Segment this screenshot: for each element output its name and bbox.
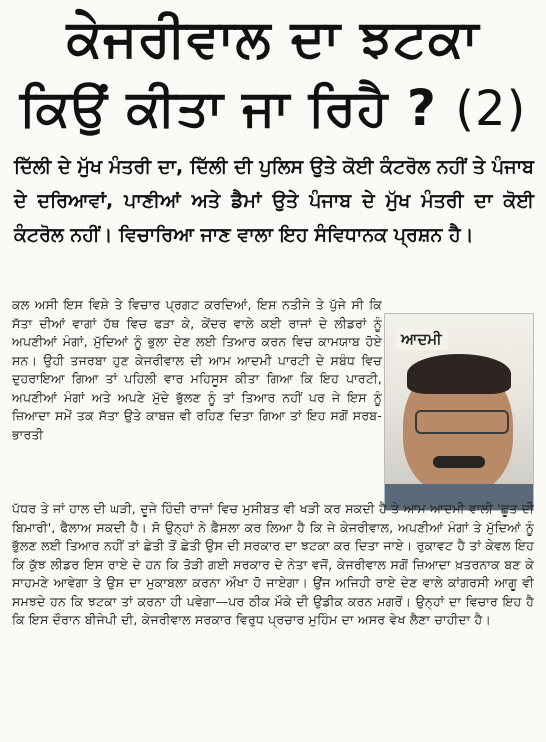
body-text-wide: ਪੱਧਰ ਤੇ ਜਾਂ ਹਾਲ ਦੀ ਘੜੀ, ਦੂਜੇ ਹਿੰਦੀ ਰਾਜਾਂ ਵਿਚ ਮੁਸੀਬਤ ਵੀ ਖੜੀ ਕਰ ਸਕਦੀ ਹੈ ਤੇ ਆਮ ਆਦਮੀ ਵਾਲੀ 'ਛੂਤ ਦੀ ਬਿਮਾਰੀ', ਫੈਲਾਅ ਸਕਦੀ ਹੈ। ਸੋ ਉਨ੍ਹਾਂ ਨੇ ਫ਼ੈਸਲਾ ਕਰ ਲਿਆ ਹੈ ਕਿ ਜੇ ਕੇਜਰੀਵਾਲ, ਅਪਣੀਆਂ ਮੰਗਾਂ ਤੇ ਮੁੱਦਿਆਂ ਨੂੰ ਭੁੱਲਣ ਲਈ ਤਿਆਰ ਨਹੀਂ ਤਾਂ ਛੇਤੀ ਤੋਂ ਛੇਤੀ ਉਸ ਦੀ ਸਰਕਾਰ ਦਾ ਝਟਕਾ ਕਰ ਦਿਤਾ ਜਾਏ। ਰੁਕਾਵਟ ਹੈ ਤਾਂ ਕੇਵਲ ਇਹ ਕਿ ਕੁੱਝ ਲੀਡਰ ਇਸ ਰਾਏ ਦੇ ਹਨ ਕਿ ਤੋੜੀ ਗਈ ਸਰਕਾਰ ਦੇ ਨੇਤਾ ਵਜੋਂ, ਕੇਜਰੀਵਾਲ ਸਗੋਂ ਜ਼ਿਆਦਾ ਖ਼ਤਰਨਾਕ ਬਣ ਕੇ ਸਾਹਮਣੇ ਆਵੇਗਾ ਤੇ ਉਸ ਦਾ ਮੁਕਾਬਲਾ ਕਰਨਾ ਔਖਾ ਹੋ ਜਾਏਗਾ। ਉਂਜ ਅਜਿਹੀ ਰਾਏ ਦੇਣ ਵਾਲੇ ਕਾਂਗਰਸੀ ਆਗੂ ਵੀ ਸਮਝਦੇ ਹਨ ਕਿ ਝਟਕਾ ਤਾਂ ਕਰਨਾ ਹੀ ਪਵੇਗਾ—ਪਰ ਠੀਕ ਮੌਕੇ ਦੀ ਉਡੀਕ ਕਰਨ ਮਗਰੋਂ। ਉਨ੍ਹਾਂ ਦਾ ਵਿਚਾਰ ਇਹ ਹੈ ਕਿ ਇਸ ਦੌਰਾਨ ਬੀਜੇਪੀ ਦੀ, ਕੇਜਰੀਵਾਲ ਸਰਕਾਰ ਵਿਰੁਧ ਪ੍ਰਚਾਰ ਮੁਹਿੰਮ ਦਾ ਅਸਰ ਵੇਖ ਲੈਣਾ ਚਾਹੀਦਾ ਹੈ। [12,501,534,627]
cap-label: ਆਦਮੀ [395,328,448,350]
headline-part-number: (2) [455,81,527,137]
lead-paragraph: ਦਿੱਲੀ ਦੇ ਮੁੱਖ ਮੰਤਰੀ ਦਾ, ਦਿੱਲੀ ਦੀ ਪੁਲਿਸ ਉਤੇ ਕੋਈ ਕੰਟਰੋਲ ਨਹੀਂ ਤੇ ਪੰਜਾਬ ਦੇ ਦਰਿਆਵਾਂ, ਪਾਣੀਆਂ ਅਤੇ ਡੈਮਾਂ ਉਤੇ ਪੰਜਾਬ ਦੇ ਮੁੱਖ ਮੰਤਰੀ ਦਾ ਕੋਈ ਕੰਟਰੋਲ ਨਹੀਂ। ਵਿਚਾਰਿਆ ਜਾਣ ਵਾਲਾ ਇਹ ਸੰਵਿਧਾਨਕ ਪ੍ਰਸ਼ਨ ਹੈ। [14,156,534,246]
hair-shape [407,354,511,394]
mustache-shape [433,456,485,468]
headline-text-1: ਕੇਜਰੀਵਾਲ ਦਾ ਝਟਕਾ [66,9,480,69]
headline-line-1 [0,6,546,72]
headline-text-2: ਕਿਉਂ ਕੀਤਾ ਜਾ ਰਿਹੈ ? [19,79,437,137]
glasses-shape [415,410,509,434]
body-text-column: ਕਲ ਅਸੀ ਇਸ ਵਿਸ਼ੇ ਤੇ ਵਿਚਾਰ ਪ੍ਰਗਟ ਕਰਦਿਆਂ, ਇਸ ਨਤੀਜੇ ਤੇ ਪੁੱਜੇ ਸੀ ਕਿ ਸੱਤਾ ਦੀਆਂ ਵਾਗਾਂ ਹੱਥ ਵਿਚ ਫੜਾ ਕੇ, ਕੇਂਦਰ ਵਾਲੇ ਕਈ ਰਾਜਾਂ ਦੇ ਲੀਡਰਾਂ ਨੂੰ ਅਪਣੀਆਂ ਮੰਗਾਂ, ਮੁੱਦਿਆਂ ਨੂੰ ਭੁਲਾ ਦੇਣ ਲਈ ਤਿਆਰ ਕਰਨ ਵਿਚ ਕਾਮਯਾਬ ਹੋਏ ਸਨ। ਉਹੀ ਤਜਰਬਾ ਹੁਣ ਕੇਜਰੀਵਾਲ ਦੀ ਆਮ ਆਦਮੀ ਪਾਰਟੀ ਦੇ ਸਬੰਧ ਵਿਚ ਦੁਹਰਾਇਆ ਗਿਆ ਤਾਂ ਪਹਿਲੀ ਵਾਰ ਮਹਿਸੂਸ ਕੀਤਾ ਗਿਆ ਕਿ ਇਹ ਪਾਰਟੀ, ਅਪਣੀਆਂ ਮੰਗਾਂ ਅਤੇ ਅਪਣੇ ਮੁੱਦੇ ਭੁੱਲਣ ਨੂੰ ਤਾਂ ਤਿਆਰ ਨਹੀਂ ਪਰ ਜੇ ਇਸ ਨੂੰ ਜ਼ਿਆਦਾ ਸਮੇਂ ਤਕ ਸੱਤਾ ਉਤੇ ਕਾਬਜ਼ ਵੀ ਰਹਿਣ ਦਿਤਾ ਗਿਆ ਤਾਂ ਇਹ ਸਗੋਂ ਸਰਬ-ਭਾਰਤੀ [12,297,382,442]
headline-line-2 [0,76,546,141]
kejriwal-photo [384,313,534,511]
